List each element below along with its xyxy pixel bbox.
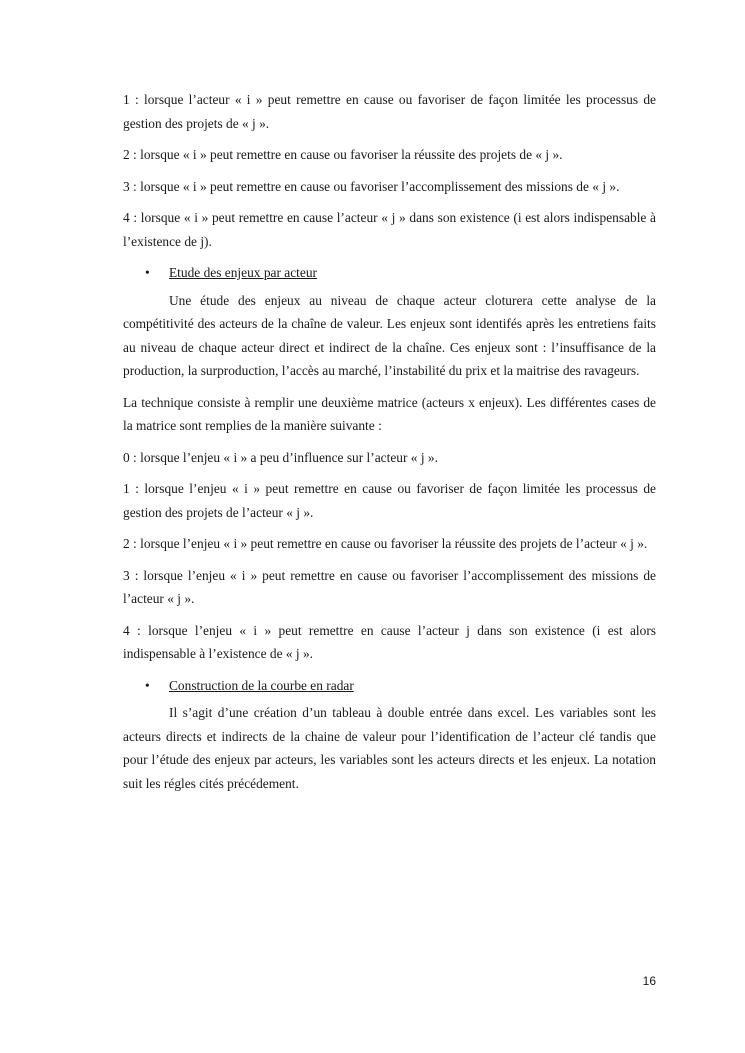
scale-item-3-enjeu: 3 : lorsque l’enjeu « i » peut remettre en cause ou favoriser l’accomplissement des missions de l’acteur « j ».: [123, 567, 656, 606]
enjeux-technique-paragraph: La technique consiste à remplir une deuxième matrice (acteurs x enjeux). Les différentes cases de la matrice sont remplies de la manière suivante :: [123, 394, 656, 433]
radar-body-paragraph: Il s’agit d’une création d’un tableau à double entrée dans excel. Les variables sont les acteurs directs et indirects de la chaine de valeur pour l’identification de l’acteur clé tandis que pour l’étude des enjeux par acteurs, les variables sont les acteurs directs et les enjeux. La notation suit les régles cités précédement.: [123, 705, 656, 791]
bullet-icon: •: [145, 677, 150, 693]
scale-item-0-enjeu: 0 : lorsque l’enjeu « i » a peu d’influence sur l’acteur « j ».: [123, 449, 438, 465]
section-heading-radar-label: Construction de la courbe en radar: [169, 677, 354, 693]
scale-item-3-actor: 3 : lorsque « i » peut remettre en cause ou favoriser l’accomplissement des missions de « j ».: [123, 178, 620, 194]
scale-item-2-actor: 2 : lorsque « i » peut remettre en cause ou favoriser la réussite des projets de « j ».: [123, 147, 563, 162]
page-number: 16: [642, 974, 656, 988]
scale-item-4-enjeu: 4 : lorsque l’enjeu « i » peut remettre en cause l’acteur j dans son existence (i est alors indispensable à l’existence de « j ».: [123, 622, 656, 661]
section-heading-enjeux-label: Etude des enjeux par acteur: [169, 265, 317, 280]
section-heading-radar: [123, 674, 656, 698]
enjeux-intro-paragraph: Une étude des enjeux au niveau de chaque acteur cloturera cette analyse de la compétitivité des acteurs de la chaîne de valeur. Les enjeux sont identifés après les entretiens faits au niveau de chaque acteur direct et indirect de la chaîne. Ces enjeux sont : l’insuffisance de la production, la surproduction, l’accès au marché, l’instabilité du prix et la maitrise des ravageurs.: [123, 292, 656, 378]
scale-item-1-actor: 1 : lorsque l’acteur « i » peut remettre en cause ou favoriser de façon limitée les processus de gestion des projets de « j ».: [123, 92, 656, 131]
page-content: [123, 88, 656, 803]
section-heading-enjeux: [123, 261, 656, 285]
scale-item-4-actor: 4 : lorsque « i » peut remettre en cause l’acteur « j » dans son existence (i est alors indispensable à l’existence de j).: [123, 210, 656, 249]
scale-item-1-enjeu: 1 : lorsque l’enjeu « i » peut remettre en cause ou favoriser de façon limitée les processus de gestion des projets de l’acteur « j ».: [123, 481, 656, 520]
bullet-icon: •: [145, 265, 150, 280]
scale-item-2-enjeu: 2 : lorsque l’enjeu « i » peut remettre en cause ou favoriser la réussite des projets de l’acteur « j ».: [123, 536, 648, 551]
